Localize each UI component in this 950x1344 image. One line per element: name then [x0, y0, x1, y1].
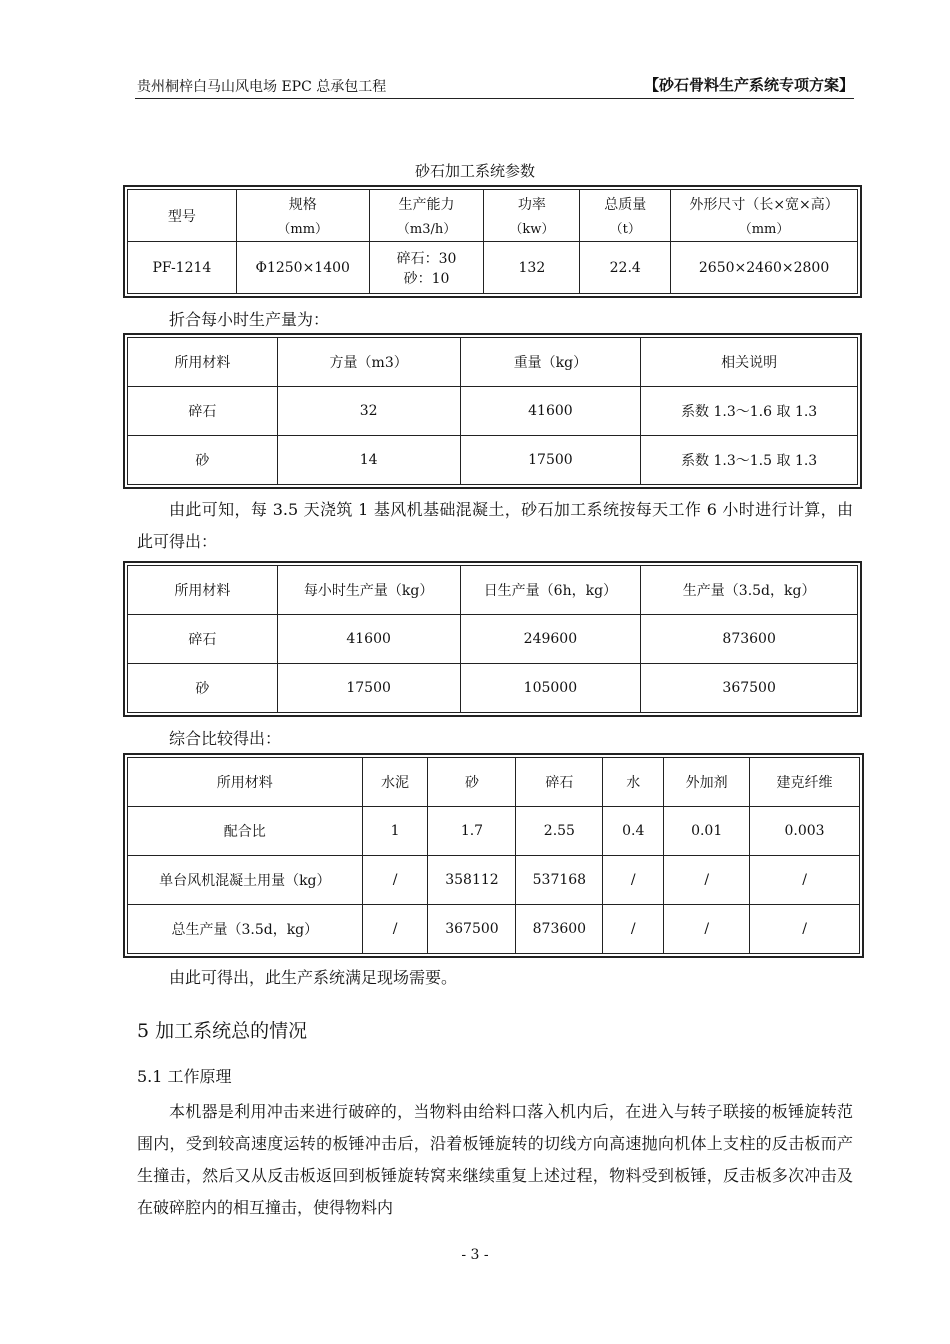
table-cell: /: [362, 856, 428, 905]
table-cell: 碎石：30 砂：10: [369, 242, 484, 294]
table-cell: 0.01: [664, 807, 750, 856]
header-cell: 日生产量（6h，kg）: [460, 566, 641, 615]
header-project-name: 贵州桐梓白马山风电场 EPC 总承包工程: [137, 79, 387, 95]
header-cell: 每小时生产量（kg）: [277, 566, 460, 615]
table-cell: 配合比: [128, 807, 363, 856]
table-row: [128, 664, 858, 713]
table-cell: Φ1250×1400: [236, 242, 369, 294]
table-cell: 14: [277, 436, 460, 485]
table-header-row: [128, 566, 858, 615]
table-cell: 总生产量（3.5d，kg）: [128, 905, 363, 954]
table-cell: 367500: [428, 905, 516, 954]
header-cell: 总质量 （t）: [580, 190, 671, 242]
table-cell: 碎石: [128, 615, 278, 664]
header-cell: 水: [603, 758, 664, 807]
header-cell: 所用材料: [128, 758, 363, 807]
table-row: [128, 807, 860, 856]
production-table: [127, 565, 858, 713]
table-cell: /: [664, 905, 750, 954]
table-cell: 132: [484, 242, 580, 294]
header-cell: 外加剂: [664, 758, 750, 807]
table-cell: 873600: [516, 905, 603, 954]
header-cell: 所用材料: [128, 338, 278, 387]
table-row: [128, 615, 858, 664]
header-cell: 规格 （mm）: [236, 190, 369, 242]
paragraph-working-principle: 本机器是利用冲击来进行破碎的，当物料由给料口落入机内后，在进入与转子联接的板锤旋转范围内，受到较高速度运转的板锤冲击后，沿着板锤旋转的切线方向高速抛向机体上支柱的反击板而产生撞击，然后又从反击板返回到板锤旋转窝来继续重复上述过程，物料受到板锤，反击板多次冲击及在破碎腔内的相互撞击，使得物料内: [137, 1102, 853, 1217]
table-row: [128, 856, 860, 905]
table-cell: 17500: [460, 436, 641, 485]
table-cell: 0.003: [750, 807, 860, 856]
table-row: [128, 242, 858, 294]
paragraph-conclusion: 由此可得出，此生产系统满足现场需要。: [169, 968, 458, 987]
table-cell: /: [603, 905, 664, 954]
header-document-title: 【砂石骨料生产系统专项方案】: [643, 76, 854, 94]
comparison-table: [127, 757, 860, 954]
crusher-params-table: [127, 189, 858, 294]
table-row: [128, 436, 858, 485]
table-cell: 0.4: [603, 807, 664, 856]
paragraph-hourly-output: 折合每小时生产量为：: [169, 310, 330, 329]
header-cell: 水泥: [362, 758, 428, 807]
hourly-output-table: [127, 337, 858, 485]
table-cell: 砂: [128, 664, 278, 713]
table-cell: 单台风机混凝土用量（kg）: [128, 856, 363, 905]
table-cell: 17500: [277, 664, 460, 713]
table-cell: 1: [362, 807, 428, 856]
table-cell: /: [664, 856, 750, 905]
header-cell: 方量（m3）: [277, 338, 460, 387]
table-cell: 249600: [460, 615, 641, 664]
table-cell: 砂: [128, 436, 278, 485]
table-cell: 105000: [460, 664, 641, 713]
header-cell: 型号: [128, 190, 237, 242]
table-cell: /: [603, 856, 664, 905]
table-cell: 2.55: [516, 807, 603, 856]
table-cell: 系数 1.3～1.5 取 1.3: [641, 436, 858, 485]
table-cell: 32: [277, 387, 460, 436]
table-row: [128, 387, 858, 436]
table-cell: 1.7: [428, 807, 516, 856]
table-row: [128, 905, 860, 954]
header-cell: 外形尺寸（长×宽×高） （mm）: [671, 190, 858, 242]
table-header-row: [128, 758, 860, 807]
header-cell: 建克纤维: [750, 758, 860, 807]
header-cell: 功率 （kw）: [484, 190, 580, 242]
paragraph-comparison: 综合比较得出：: [169, 729, 282, 748]
table-cell: /: [750, 905, 860, 954]
table1-caption: 砂石加工系统参数: [414, 162, 535, 180]
header-rule: [135, 98, 854, 99]
table-header-row: [128, 190, 858, 242]
header-cell: 重量（kg）: [460, 338, 641, 387]
page-number: - 3 -: [461, 1247, 489, 1263]
header-cell: 相关说明: [641, 338, 858, 387]
section-heading-5-1: 5.1 工作原理: [137, 1067, 232, 1086]
paragraph-calculation-basis: 由此可知，每 3.5 天浇筑 1 基风机基础混凝土，砂石加工系统按每天工作 6 小时进行计算，由此可得出：: [137, 500, 853, 551]
table-cell: 873600: [641, 615, 858, 664]
table-cell: 碎石: [128, 387, 278, 436]
table-header-row: [128, 338, 858, 387]
table-cell: 系数 1.3～1.6 取 1.3: [641, 387, 858, 436]
header-cell: 生产能力 （m3/h）: [369, 190, 484, 242]
table-cell: 41600: [460, 387, 641, 436]
header-cell: 生产量（3.5d，kg）: [641, 566, 858, 615]
table-cell: 41600: [277, 615, 460, 664]
table-cell: 358112: [428, 856, 516, 905]
header-cell: 砂: [428, 758, 516, 807]
section-heading-5: 5 加工系统总的情况: [137, 1020, 308, 1042]
header-cell: 所用材料: [128, 566, 278, 615]
table-cell: /: [750, 856, 860, 905]
header-cell: 碎石: [516, 758, 603, 807]
table-cell: 2650×2460×2800: [671, 242, 858, 294]
table-cell: 367500: [641, 664, 858, 713]
table-cell: /: [362, 905, 428, 954]
table-cell: 537168: [516, 856, 603, 905]
table-cell: PF-1214: [128, 242, 237, 294]
table-cell: 22.4: [580, 242, 671, 294]
